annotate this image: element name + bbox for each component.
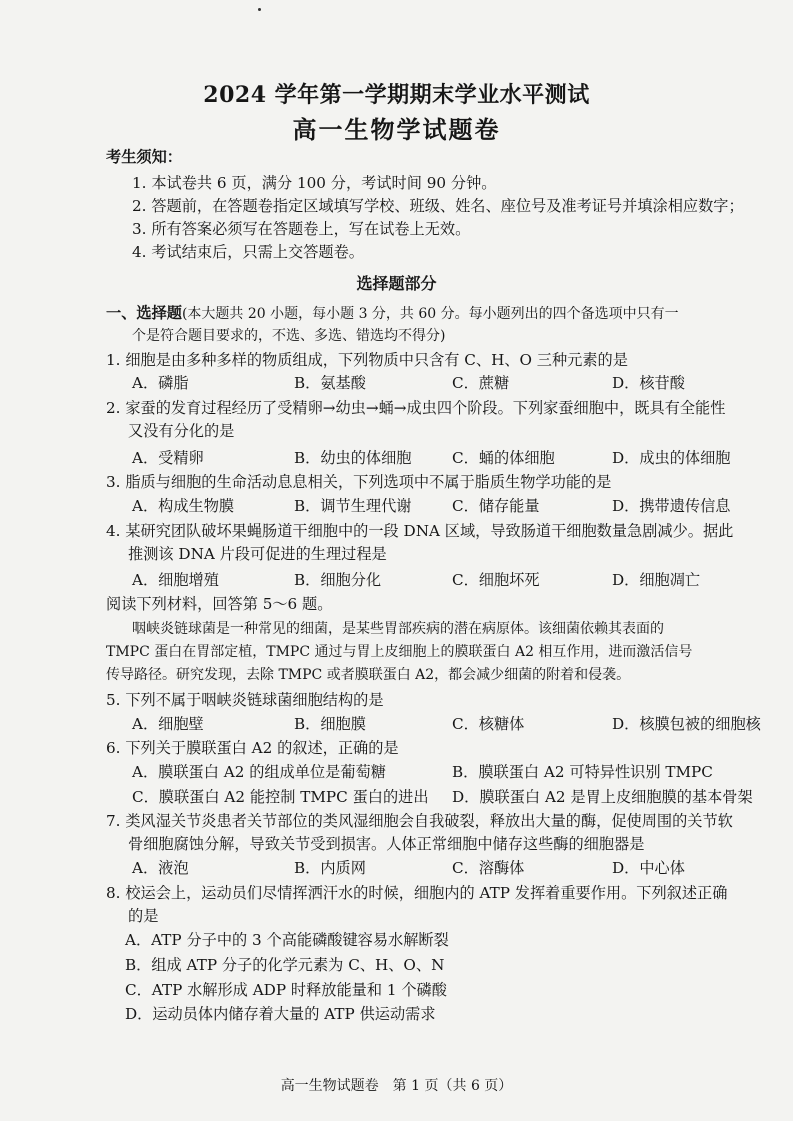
option-c: C．储存能量 — [452, 497, 540, 515]
question-3-stem: 3. 脂质与细胞的生命活动息息相关，下列选项中不属于脂质生物学功能的是 — [106, 473, 612, 491]
option-c: C．细胞坏死 — [452, 571, 540, 589]
part-label: 一、选择题 — [106, 304, 182, 322]
question-4-stem-cont: 推测该 DNA 片段可促进的生理过程是 — [128, 545, 387, 563]
material-line: 传导路径。研究发现，去除 TMPC 或者膜联蛋白 A2，都会减少细菌的附着和侵袭。 — [106, 667, 631, 683]
option-a: A．细胞增殖 — [132, 571, 219, 589]
exam-title: 2024 学年第一学期期末学业水平测试 — [203, 82, 590, 108]
option-c: C．蔗糖 — [452, 374, 510, 392]
reading-intro: 阅读下列材料，回答第 5～6 题。 — [106, 595, 333, 613]
question-8-stem: 8. 校运会上，运动员们尽情挥洒汗水的时候，细胞内的 ATP 发挥着重要作用。下列叙述正确 — [106, 884, 728, 902]
option-b: B．细胞膜 — [294, 715, 366, 733]
option-b: B．调节生理代谢 — [294, 497, 412, 515]
part-intro — [106, 303, 679, 324]
question-7-stem-cont: 骨细胞腐蚀分解，导致关节受到损害。人体正常细胞中储存这些酶的细胞器是 — [128, 835, 645, 853]
section-heading: 选择题部分 — [356, 274, 437, 293]
question-4-stem: 4. 某研究团队破坏果蝇肠道干细胞中的一段 DNA 区域，导致肠道干细胞数量急剧减少。据此 — [106, 522, 734, 540]
option-b: B．幼虫的体细胞 — [294, 449, 412, 467]
option-a: A．细胞壁 — [132, 715, 204, 733]
question-7-stem: 7. 类风湿关节炎患者关节部位的类风湿细胞会自我破裂，释放出大量的酶，促使周围的关节软 — [106, 812, 733, 830]
option-b: B．细胞分化 — [294, 571, 382, 589]
option-b: B．氨基酸 — [294, 374, 366, 392]
question-2-stem: 2. 家蚕的发育过程经历了受精卵→幼虫→蛹→成虫四个阶段。下列家蚕细胞中，既具有全能性 — [106, 399, 726, 417]
option-a: A．磷脂 — [132, 374, 189, 392]
option-a: A．受精卵 — [132, 449, 204, 467]
option-a: A．ATP 分子中的 3 个高能磷酸键容易水解断裂 — [125, 931, 449, 949]
notice-item: 4. 考试结束后，只需上交答题卷。 — [132, 243, 364, 261]
option-d: D．核苷酸 — [612, 374, 685, 392]
option-c: C．溶酶体 — [452, 859, 525, 877]
option-d: D．成虫的体细胞 — [612, 449, 731, 467]
option-b: B．内质网 — [294, 859, 366, 877]
notice-item: 1. 本试卷共 6 页，满分 100 分，考试时间 90 分钟。 — [132, 174, 497, 192]
option-c: C．膜联蛋白 A2 能控制 TMPC 蛋白的进出 — [132, 788, 429, 806]
option-d: D．核膜包被的细胞核 — [612, 715, 761, 733]
question-5-stem: 5. 下列不属于咽峡炎链球菌细胞结构的是 — [106, 691, 384, 709]
exam-subtitle: 高一生物学试题卷 — [292, 115, 501, 144]
notice-item: 3. 所有答案必须写在答题卷上，写在试卷上无效。 — [132, 220, 471, 238]
material-line: 咽峡炎链球菌是一种常见的细菌，是某些胃部疾病的潜在病原体。该细菌依赖其表面的 — [132, 621, 664, 637]
part-instructions-cont: 个是符合题目要求的，不选、多选、错选均不得分) — [132, 328, 446, 344]
option-d: D．携带遗传信息 — [612, 497, 731, 515]
material-line: TMPC 蛋白在胃部定植，TMPC 通过与胃上皮细胞上的膜联蛋白 A2 相互作用，进而激活信号 — [106, 644, 693, 660]
option-a: A．液泡 — [132, 859, 189, 877]
option-b: B．膜联蛋白 A2 可特异性识别 TMPC — [452, 763, 713, 781]
question-8-stem-cont: 的是 — [128, 907, 159, 925]
question-1-stem: 1. 细胞是由多种多样的物质组成，下列物质中只含有 C、H、O 三种元素的是 — [106, 351, 628, 369]
question-2-stem-cont: 又没有分化的是 — [128, 422, 235, 440]
option-c: C．蛹的体细胞 — [452, 449, 555, 467]
option-d: D．运动员体内储存着大量的 ATP 供运动需求 — [125, 1005, 436, 1023]
question-6-stem: 6. 下列关于膜联蛋白 A2 的叙述，正确的是 — [106, 739, 399, 757]
scan-speck — [258, 8, 261, 11]
page-footer: 高一生物试题卷 第 1 页（共 6 页） — [280, 1078, 513, 1094]
option-d: D．中心体 — [612, 859, 685, 877]
option-b: B．组成 ATP 分子的化学元素为 C、H、O、N — [125, 956, 445, 974]
option-c: C．ATP 水解形成 ADP 时释放能量和 1 个磷酸 — [125, 981, 447, 999]
option-d: D．细胞凋亡 — [612, 571, 701, 589]
notice-item: 2. 答题前，在答题卷指定区域填写学校、班级、姓名、座位号及准考证号并填涂相应数字； — [132, 197, 744, 215]
option-c: C．核糖体 — [452, 715, 525, 733]
notice-heading: 考生须知： — [106, 148, 182, 166]
option-d: D．膜联蛋白 A2 是胃上皮细胞膜的基本骨架 — [452, 788, 753, 806]
option-a: A．膜联蛋白 A2 的组成单位是葡萄糖 — [132, 763, 386, 781]
option-a: A．构成生物膜 — [132, 497, 235, 515]
part-instructions: (本大题共 20 小题，每小题 3 分，共 60 分。每小题列出的四个备选项中只有一 — [181, 306, 679, 322]
